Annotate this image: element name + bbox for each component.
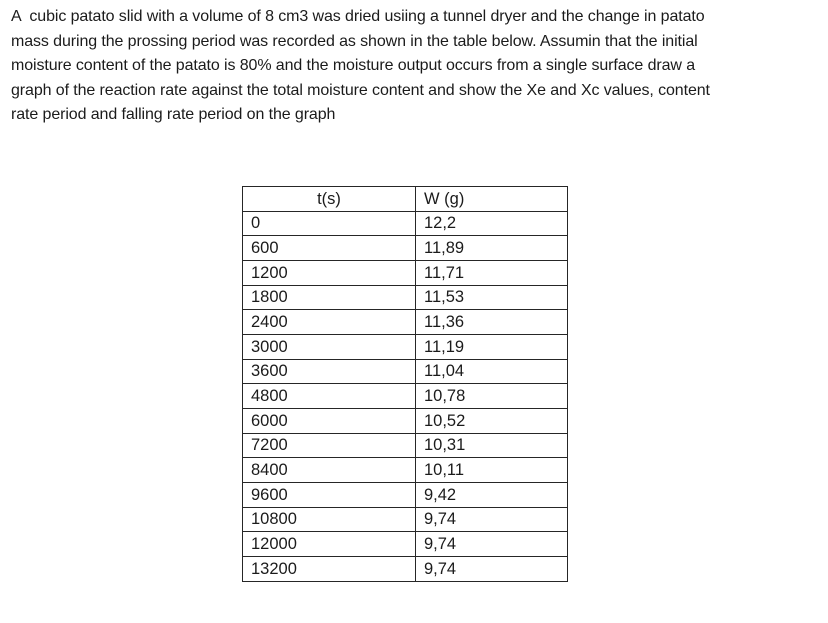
table-cell: 11,19	[416, 335, 568, 360]
table-cell: 600	[243, 236, 416, 261]
table-cell: 10,31	[416, 433, 568, 458]
table-row	[243, 483, 568, 508]
table-cell: 9,42	[416, 483, 568, 508]
table-header-weight: W (g)	[416, 187, 568, 212]
table-cell: 11,04	[416, 359, 568, 384]
table-cell: 8400	[243, 458, 416, 483]
table-cell: 12,2	[416, 211, 568, 236]
table-cell: 3000	[243, 335, 416, 360]
table-cell: 1800	[243, 285, 416, 310]
table-row	[243, 458, 568, 483]
table-row	[243, 359, 568, 384]
table-cell: 1200	[243, 261, 416, 286]
table-row	[243, 285, 568, 310]
table-row	[243, 557, 568, 582]
paragraph-line: mass during the prossing period was recorded as shown in the table below. Assumin that the initial	[11, 32, 698, 50]
table-row	[243, 310, 568, 335]
table-cell: 11,89	[416, 236, 568, 261]
table-cell: 0	[243, 211, 416, 236]
drying-data-table	[242, 186, 568, 582]
paragraph-line: graph of the reaction rate against the total moisture content and show the Xe and Xc values, content	[11, 81, 710, 99]
table-cell: 13200	[243, 557, 416, 582]
table-cell: 9,74	[416, 532, 568, 557]
table-header-row	[243, 187, 568, 212]
table-row	[243, 261, 568, 286]
paragraph-line: A cubic patato slid with a volume of 8 cm3 was dried usiing a tunnel dryer and the change in patato	[11, 8, 705, 25]
table-cell: 12000	[243, 532, 416, 557]
problem-statement-paragraph	[11, 5, 710, 128]
table-row	[243, 384, 568, 409]
paragraph-line: moisture content of the patato is 80% and the moisture output occurs from a single surface draw a	[11, 57, 696, 75]
table-row	[243, 236, 568, 261]
paragraph-line: rate period and falling rate period on the graph	[11, 106, 336, 124]
table-cell: 10,52	[416, 409, 568, 434]
table-cell: 10,78	[416, 384, 568, 409]
table-row	[243, 335, 568, 360]
table-cell: 11,36	[416, 310, 568, 335]
table-cell: 7200	[243, 433, 416, 458]
table-cell: 11,53	[416, 285, 568, 310]
table-cell: 11,71	[416, 261, 568, 286]
table-cell: 2400	[243, 310, 416, 335]
table-row	[243, 532, 568, 557]
table-cell: 3600	[243, 359, 416, 384]
table-cell: 4800	[243, 384, 416, 409]
table-header-time: t(s)	[243, 187, 416, 212]
table-cell: 9600	[243, 483, 416, 508]
table-cell: 10,11	[416, 458, 568, 483]
table-cell: 9,74	[416, 507, 568, 532]
table-row	[243, 211, 568, 236]
table-row	[243, 409, 568, 434]
table-body	[243, 211, 568, 581]
table-cell: 6000	[243, 409, 416, 434]
table-cell: 10800	[243, 507, 416, 532]
table-row	[243, 433, 568, 458]
table-cell: 9,74	[416, 557, 568, 582]
table-row	[243, 507, 568, 532]
